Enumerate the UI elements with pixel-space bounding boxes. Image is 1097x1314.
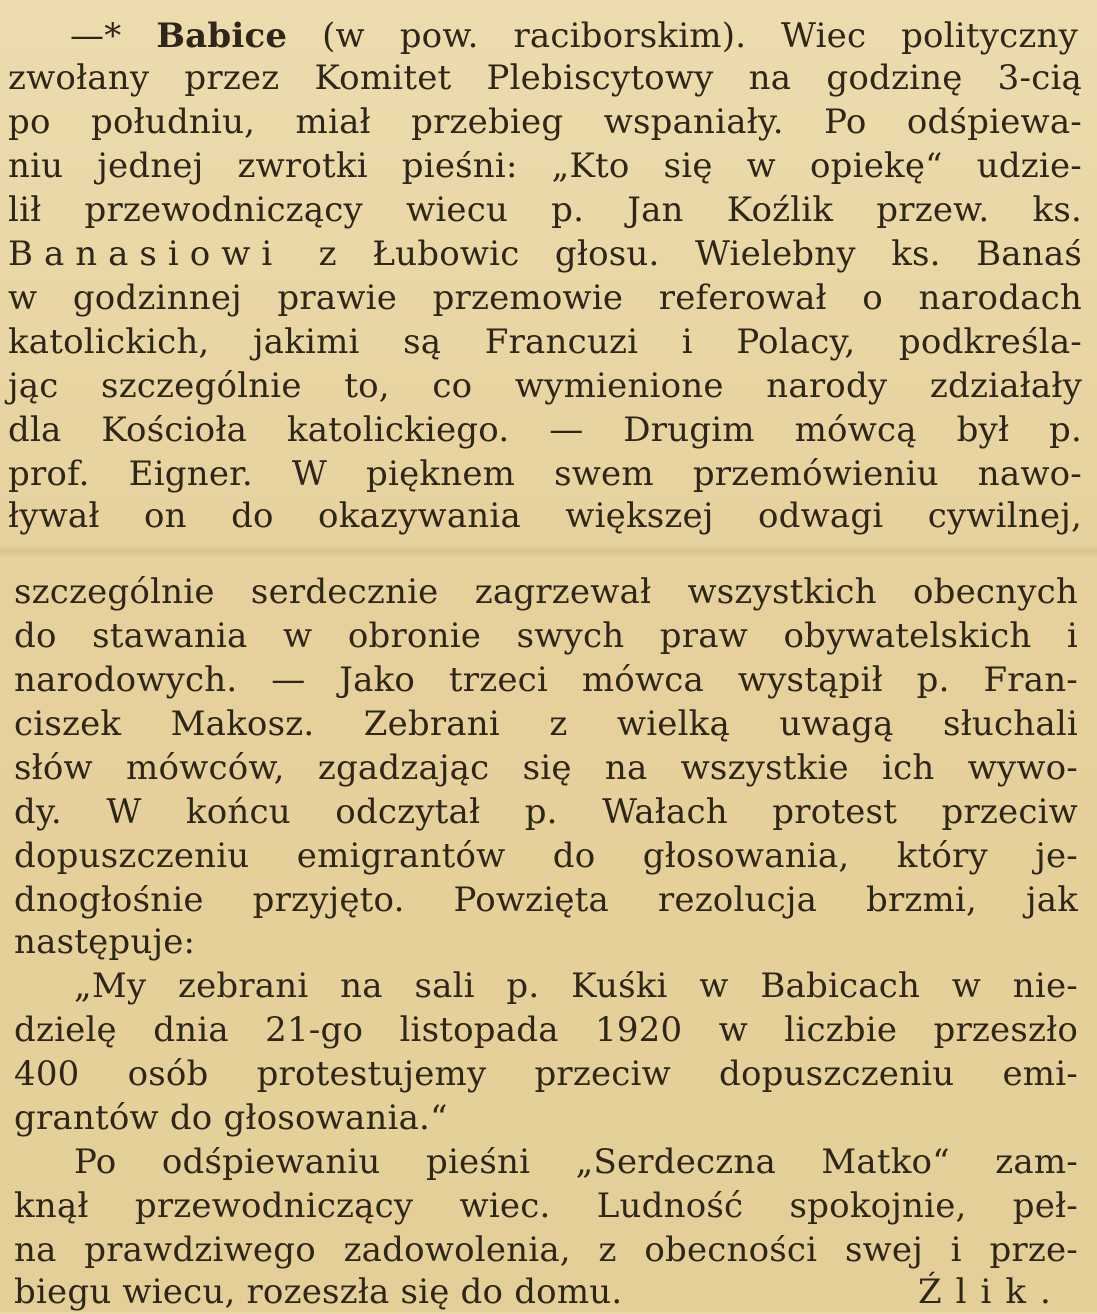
text-line: narodowych. — Jako trzeci mówca wystąpił p. Fran- bbox=[14, 660, 1078, 700]
text-line: knął przewodniczący wiec. Ludność spokojnie, peł- bbox=[14, 1186, 1078, 1226]
text-line: dla Kościoła katolickiego. — Drugim mówcą był p. bbox=[8, 410, 1082, 450]
text-line: słów mówców, zgadzając się na wszystkie ich wywo- bbox=[14, 748, 1078, 788]
text-line: katolickich, jakimi są Francuzi i Polacy, podkreśla- bbox=[8, 322, 1082, 362]
text-line: następuje: bbox=[14, 922, 196, 962]
text-line: w godzinnej prawie przemowie referował o narodach bbox=[8, 278, 1082, 318]
text-line: dopuszczeniu emigrantów do głosowania, który je- bbox=[14, 836, 1078, 876]
column-fold bbox=[0, 544, 1097, 558]
text-line: po południu, miał przebieg wspaniały. Po odśpiewa- bbox=[8, 102, 1082, 142]
text-line: szczególnie serdecznie zagrzewał wszystkich obecnych bbox=[14, 572, 1078, 612]
text-line: dnogłośnie przyjęto. Powzięta rezolucja brzmi, jak bbox=[14, 880, 1078, 920]
spaced-name: Banasiowi bbox=[8, 234, 284, 274]
text-line: biegu wiecu, rozeszła się do domu. bbox=[14, 1272, 623, 1312]
article-first-line bbox=[70, 14, 1078, 58]
article-first-line-text: (w pow. raciborskim). Wiec polityczny bbox=[287, 16, 1078, 56]
text-line: prof. Eigner. W pięknem swem przemówieniu nawo- bbox=[8, 454, 1082, 494]
text-line: do stawania w obronie swych praw obywatelskich i bbox=[14, 616, 1078, 656]
lead-dash: —* bbox=[70, 16, 157, 56]
text-line: jąc szczególnie to, co wymienione narody zdziałały bbox=[8, 366, 1082, 406]
resolution-line: 400 osób protestujemy przeciw dopuszczeniu emi- bbox=[14, 1054, 1078, 1094]
text-line: dy. W końcu odczytał p. Wałach protest przeciw bbox=[14, 792, 1078, 832]
text-line: niu jednej zwrotki pieśni: „Kto się w opiekę“ udzie- bbox=[8, 146, 1082, 186]
text-line-rest: z Łubowic głosu. Wielebny ks. Banaś bbox=[283, 234, 1082, 274]
text-line: ływał on do okazywania większej odwagi cywilnej, bbox=[8, 496, 1082, 536]
resolution-line: grantów do głosowania.“ bbox=[14, 1098, 448, 1138]
text-line: zwołany przez Komitet Plebiscytowy na godzinę 3-cią bbox=[8, 58, 1082, 98]
resolution-line: „My zebrani na sali p. Kuśki w Babicach w nie- bbox=[74, 966, 1078, 1006]
text-line bbox=[8, 232, 1082, 276]
text-line: ciszek Makosz. Zebrani z wielką uwagą słuchali bbox=[14, 704, 1078, 744]
resolution-line: dzielę dnia 21-go listopada 1920 w liczbie przeszło bbox=[14, 1010, 1078, 1050]
text-line: lił przewodniczący wiecu p. Jan Koźlik przew. ks. bbox=[8, 190, 1082, 230]
author-signature: Źlik. bbox=[918, 1272, 1065, 1312]
text-line: na prawdziwego zadowolenia, z obecności swej i prze- bbox=[14, 1230, 1078, 1270]
text-line: Po odśpiewaniu pieśni „Serdeczna Matko“ zam- bbox=[74, 1142, 1078, 1182]
article-title: Babice bbox=[156, 16, 288, 56]
